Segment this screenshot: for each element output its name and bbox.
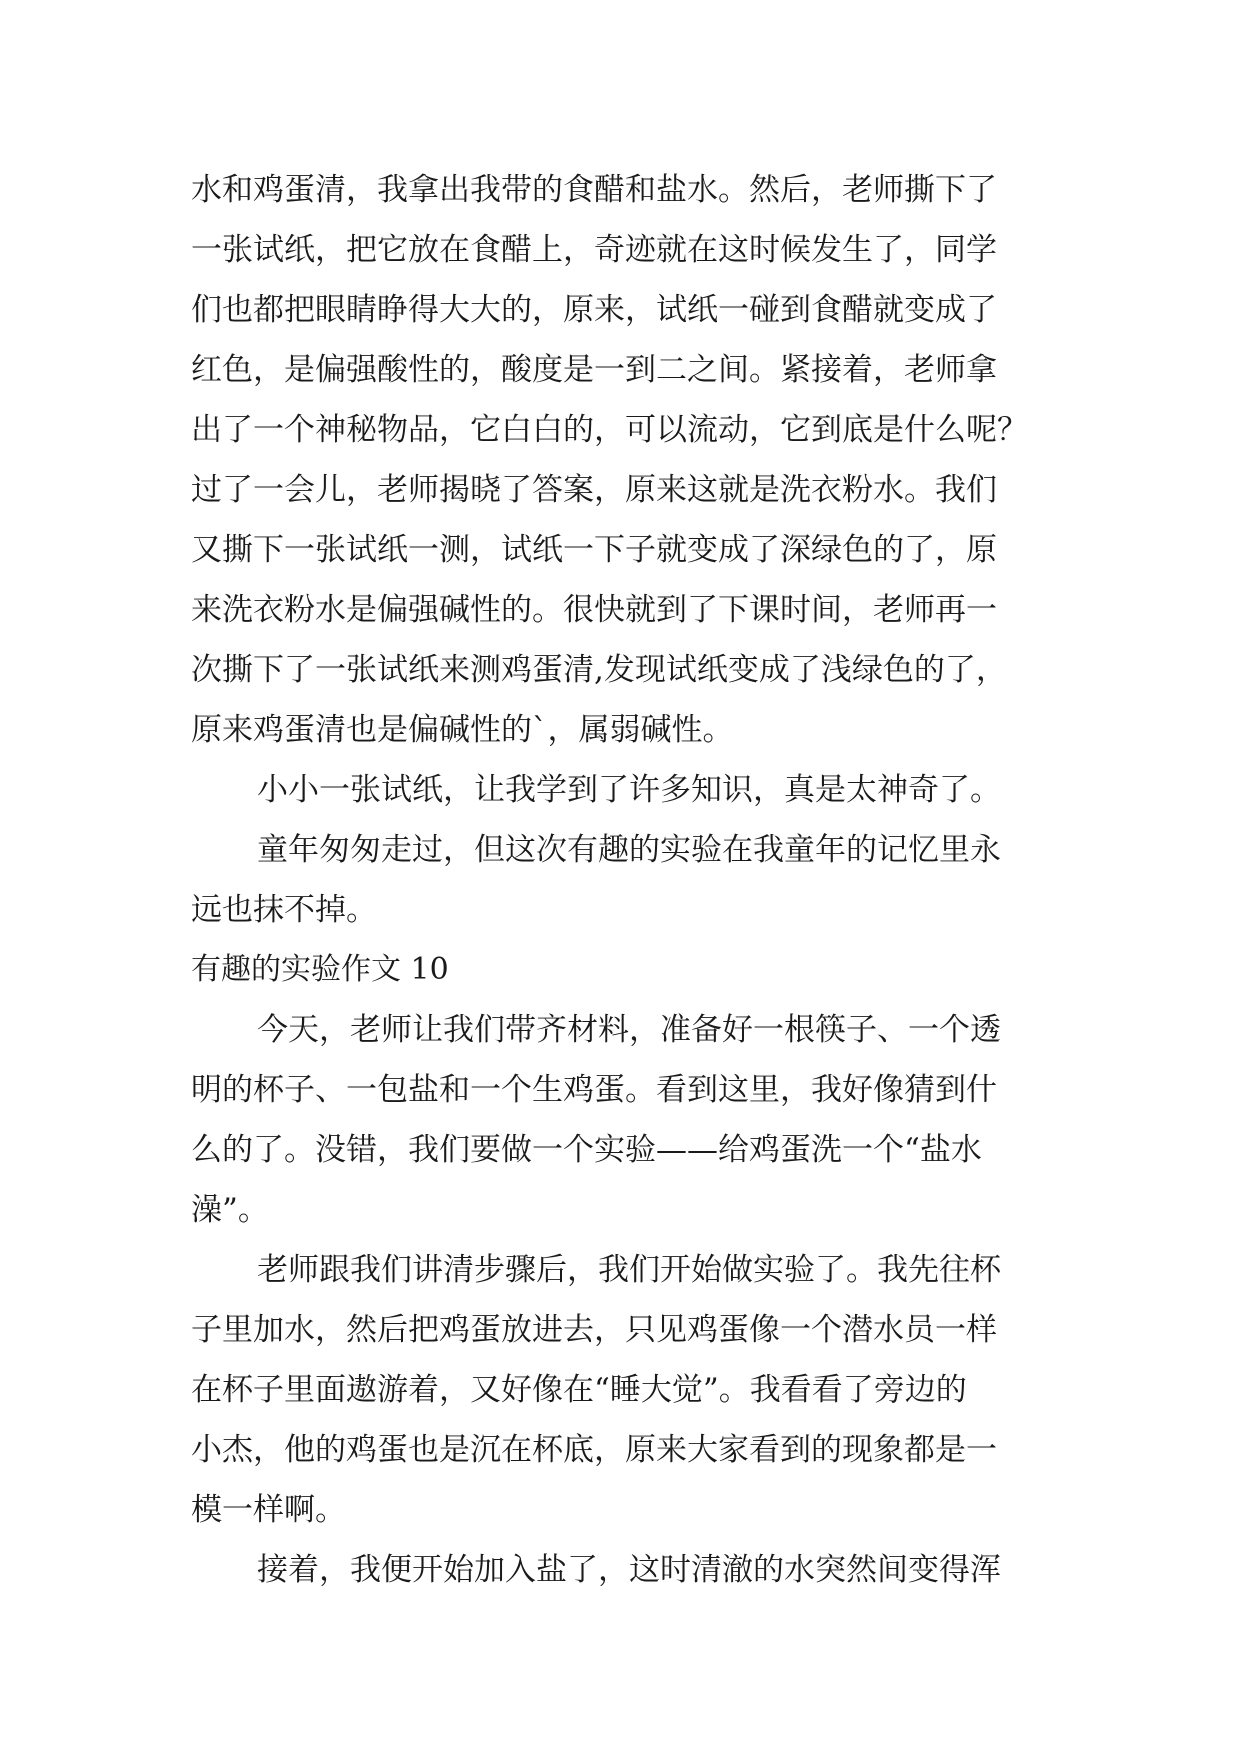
paragraph-line: 老师跟我们讲清步骤后，我们开始做实验了。我先往杯 — [257, 1252, 1001, 1288]
paragraph-line: 又撕下一张试纸一测，试纸一下子就变成了深绿色的了，原 — [191, 532, 997, 568]
paragraph-line: 小小一张试纸，让我学到了许多知识，真是太神奇了。 — [257, 772, 1001, 808]
paragraph-line: 今天，老师让我们带齐材料，准备好一根筷子、一个透 — [257, 1012, 1001, 1048]
paragraph-line: 在杯子里面遨游着，又好像在“睡大觉”。我看看了旁边的 — [191, 1372, 967, 1408]
paragraph-line: 接着，我便开始加入盐了，这时清澈的水突然间变得浑 — [257, 1552, 1001, 1588]
paragraph-line: 水和鸡蛋清，我拿出我带的食醋和盐水。然后，老师撕下了 — [191, 172, 997, 208]
paragraph-line: 子里加水，然后把鸡蛋放进去，只见鸡蛋像一个潜水员一样 — [191, 1312, 997, 1348]
paragraph-line: 一张试纸，把它放在食醋上，奇迹就在这时候发生了，同学 — [191, 232, 997, 268]
paragraph-line: 原来鸡蛋清也是偏碱性的`，属弱碱性。 — [191, 712, 734, 748]
paragraph-line: 明的杯子、一包盐和一个生鸡蛋。看到这里，我好像猜到什 — [191, 1072, 997, 1108]
paragraph-line: 来洗衣粉水是偏强碱性的。很快就到了下课时间，老师再一 — [191, 592, 997, 628]
paragraph-line: 过了一会儿，老师揭晓了答案，原来这就是洗衣粉水。我们 — [191, 472, 997, 508]
section-heading: 有趣的实验作文 10 — [191, 952, 449, 987]
paragraph-line: 次撕下了一张试纸来测鸡蛋清,发现试纸变成了浅绿色的了， — [191, 652, 1007, 688]
paragraph-line: 出了一个神秘物品，它白白的，可以流动，它到底是什么呢？ — [191, 412, 1028, 448]
paragraph-line: 小杰，他的鸡蛋也是沉在杯底，原来大家看到的现象都是一 — [191, 1432, 997, 1468]
article-body — [191, 160, 1071, 1600]
paragraph-line: 么的了。没错，我们要做一个实验——给鸡蛋洗一个“盐水 — [191, 1132, 982, 1168]
paragraph-line: 红色，是偏强酸性的，酸度是一到二之间。紧接着，老师拿 — [191, 352, 997, 388]
paragraph-line: 模一样啊。 — [191, 1492, 346, 1528]
paragraph-line: 童年匆匆走过，但这次有趣的实验在我童年的记忆里永 — [257, 832, 1001, 868]
paragraph-line: 澡”。 — [191, 1192, 269, 1228]
paragraph-line: 们也都把眼睛睁得大大的，原来，试纸一碰到食醋就变成了 — [191, 292, 997, 328]
paragraph-line: 远也抹不掉。 — [191, 892, 377, 928]
